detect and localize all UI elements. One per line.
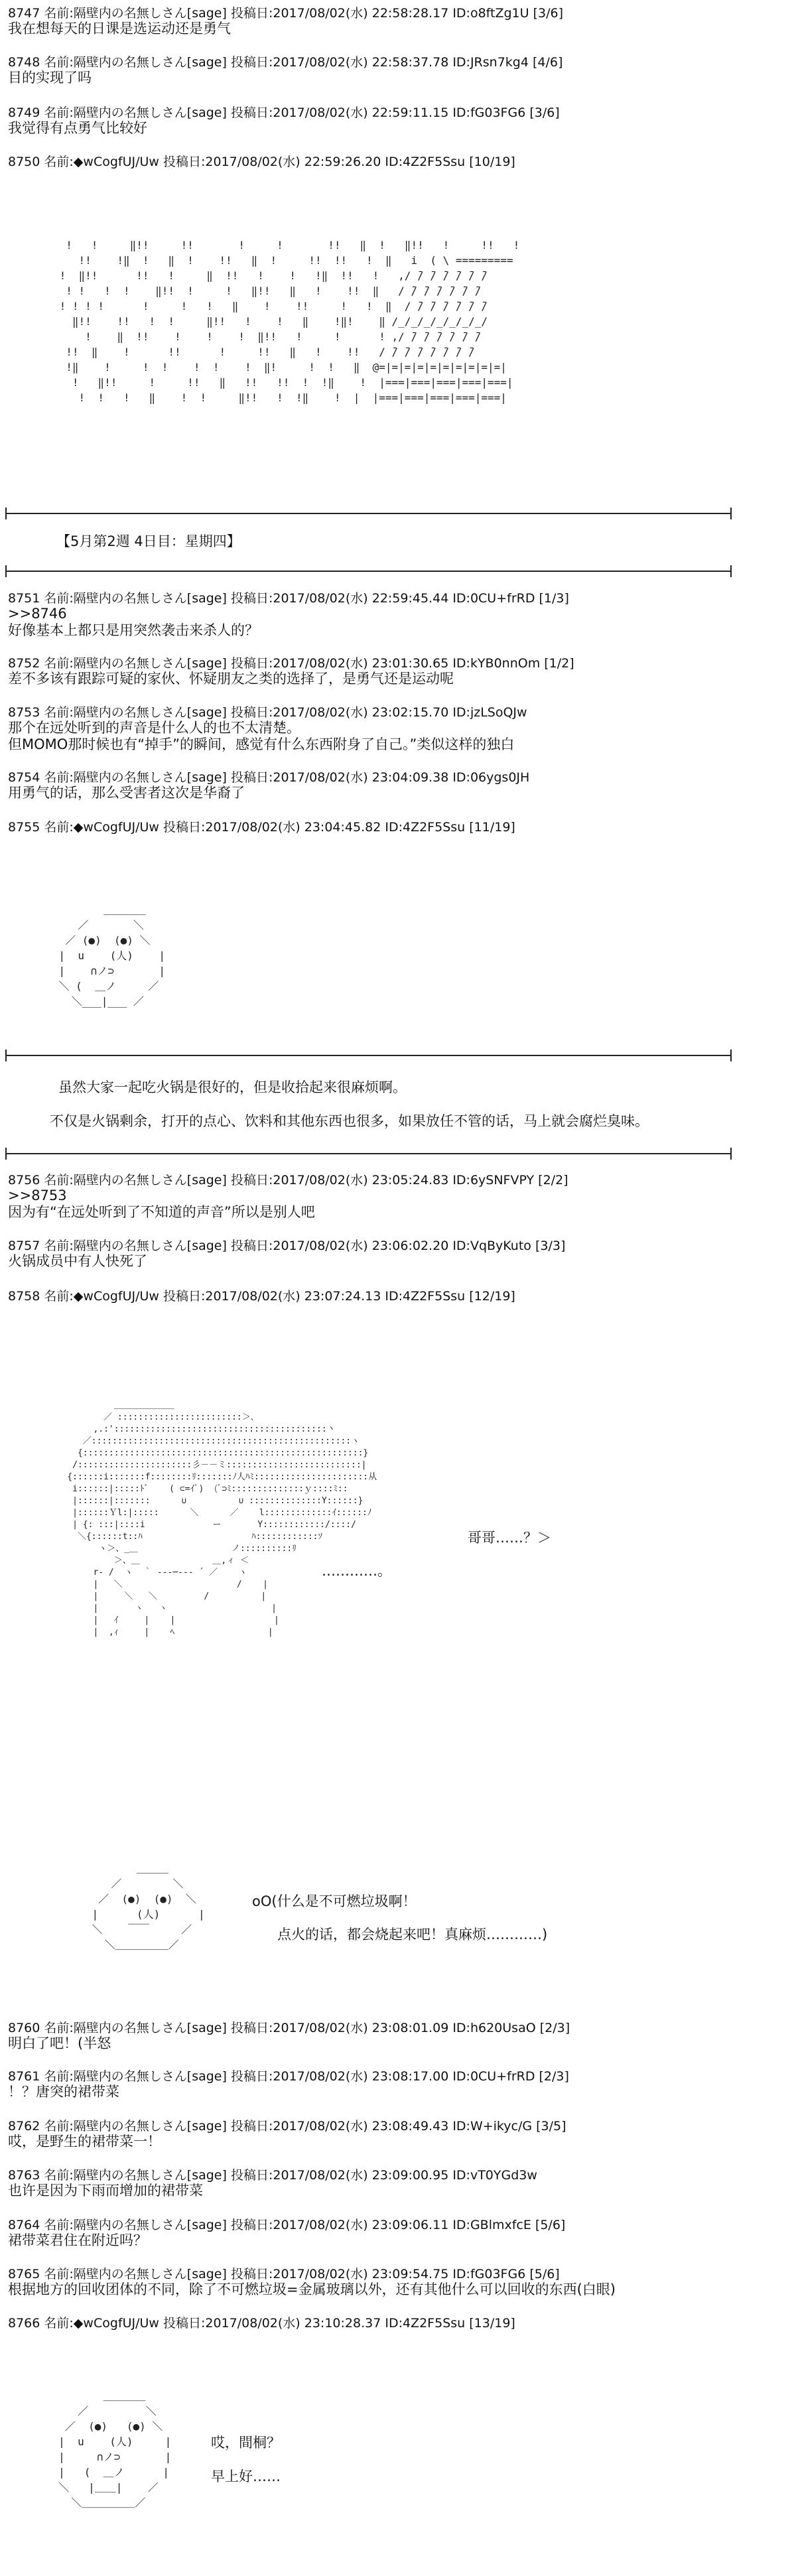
post-header-8761: 8761 名前:隔壁内の名無しさん[sage] 投稿日:2017/08/02(水) 23:08:17.00 ID:0CU+frRD [2/3]: [8, 2069, 569, 2084]
silence-dots: …………。: [322, 1563, 391, 1579]
separator-4: [5, 1153, 732, 1154]
face-ascii-art-2: ＿＿＿ ／ ＼ ／ (●) (●) ＼ | (人) | ＼ ￣￣ ／ ＼＿＿＿＿＿／: [92, 1862, 205, 1951]
post-body-8762: 哎，是野生的裙带菜一！: [8, 2134, 161, 2149]
post-header-8756: 8756 名前:隔壁内の名無しさん[sage] 投稿日:2017/08/02(水) 23:05:24.83 ID:6ySNFVPY [2/2]: [8, 1173, 568, 1187]
post-header-8764: 8764 名前:隔壁内の名無しさん[sage] 投稿日:2017/08/02(水) 23:09:06.11 ID:GBlmxfcE [5/6]: [8, 2218, 566, 2232]
post-header-8758: 8758 名前:◆wCogfUJ/Uw 投稿日:2017/08/02(水) 23:07:24.13 ID:4Z2F5Ssu [12/19]: [8, 1289, 515, 1304]
separator-1: [5, 513, 732, 514]
post-header-8749: 8749 名前:隔壁内の名無しさん[sage] 投稿日:2017/08/02(水) 22:59:11.15 ID:fG03FG6 [3/6]: [8, 105, 560, 120]
post-header-8755: 8755 名前:◆wCogfUJ/Uw 投稿日:2017/08/02(水) 23:04:45.82 ID:4Z2F5Ssu [11/19]: [8, 820, 515, 835]
post-body-8763: 也许是因为下雨而增加的裙带菜: [8, 2183, 203, 2199]
post-header-8762: 8762 名前:隔壁内の名無しさん[sage] 投稿日:2017/08/02(水) 23:08:49.43 ID:W+ikyc/G [3/5]: [8, 2119, 566, 2134]
post-body-8748: 目的实现了吗: [8, 70, 92, 86]
date-label: 【5月第2週 4日目：星期四】: [56, 533, 241, 549]
separator-2: [5, 571, 732, 572]
post-header-8763: 8763 名前:隔壁内の名無しさん[sage] 投稿日:2017/08/02(水) 23:09:00.95 ID:vT0YGd3w: [8, 2168, 537, 2183]
hello-line-2: 早上好……: [211, 2469, 281, 2484]
character-ascii-art: ＿＿＿＿＿＿＿ ／ ::::::::::::::::::::::::＞､ ,.:':::::::::::::::::::::::::::::::::::::::::丶 ／::::::::::::::::::::::::::::::::::::::::::::::::::ヽ {::::::::::::::::::::::::::::::::::::::::::::::::::::::} /::::::::::::::::::::::彡－－ミ::::::::::::::::::::::::::| {::::::i:::::::f::::::::ﾘ:::::::ﾉ人ﾊﾐ::::::::::::::::::::::从 i::::::|:::::ﾄﾞ ( ⊂=ｲﾟ) (ﾞ⊃ﾐ::::::::::::::ｙ::::ﾐ:: |::::::|::::::: ∪ ∪ ::::::::::::::Y::::::} |::::::Ｙl:|::::: ＼ ／ l:::::::::::::ｲ::::::ﾉ | {: :::|::::i ー Y::::::::::::/::::/ ＼{::::::t::ﾊ ﾊ::::::::::::ｿ ヽ＞、_＿ ノ::::::::::ﾘ ＞、＿ ＿,ィ ＜ r‐ / ヽ ｀ ‐-‐─--‐ ´ ／ ヽ | ＼ / | | ＼ ＼ / | | ヽ ヽ | | ｲ | | | | ,ｨ | ﾍ |: [67, 1400, 377, 1637]
hello-line-1: 哎，間桐？: [211, 2435, 281, 2451]
thought-line-2: 点火的话，都会烧起来吧！真麻烦…………): [277, 1927, 548, 1942]
rain-ascii-art: ! ! ‖!! !! ! ! !! ‖ ! ‖!! ! !! ! !! !‖ ! ‖ ! !! ‖ ! !! !! ! ‖ i ( \ ========= ! ‖!! !! ! ‖ !! ! ! !‖ !! ! ,/ ̄/ ̄/ ̄/ ̄/ ̄/ ̄/ ! ! ! ! ‖!! ! ! ‖!! ‖ ! !! ‖ / ̄/ ̄/ ̄/ ̄/ ̄/ ̄/ ! ! ! ! ! ! ! ‖ ! !! ! ! ‖ / ̄/ ̄/ ̄/ ̄/ ̄/ ̄/ ‖!! !! ! ! ‖!! ! ! ‖ !‖! ‖ /_/_/_/_/_/_/_/ ! ‖ !! ! ! ! ‖!! ! ! ! ,/ ̄/ ̄/ ̄/ ̄/ ̄/ ̄/ !! ‖ ! !! ! !! ‖ ! !! / ̄/ ̄/ ̄/ ̄/ ̄/ ̄/ ̄/ !‖ ! ! ! ! ! ! ‖! ! ! ‖ @=|=|=|=|=|=|=|=|=|=| ! ‖!! ! !! ‖ !! !! ! !‖ ! |===|===|===|===|===| ! ! ! ‖ ! ! ‖!! ! !‖ ! | |===|===|===|===|===|: [59, 239, 520, 404]
post-header-8760: 8760 名前:隔壁内の名無しさん[sage] 投稿日:2017/08/02(水) 23:08:01.09 ID:h620UsaO [2/3]: [8, 2021, 570, 2035]
brother-speech: 哥哥……？＞: [468, 1530, 551, 1546]
post-body-8765: 根据地方的回收团体的不同，除了不可燃垃圾=金属玻璃以外，还有其他什么可以回收的东西(白眼): [8, 2281, 616, 2297]
post-body-8747: 我在想每天的日课是选运动还是勇气: [8, 21, 231, 36]
post-header-8752: 8752 名前:隔壁内の名無しさん[sage] 投稿日:2017/08/02(水) 23:01:30.65 ID:kYB0nnOm [1/2]: [8, 656, 574, 671]
post-header-8765: 8765 名前:隔壁内の名無しさん[sage] 投稿日:2017/08/02(水) 23:09:54.75 ID:fG03FG6 [5/6]: [8, 2267, 560, 2281]
hotpot-line-1: 虽然大家一起吃火锅是很好的，但是收拾起来很麻烦啊。: [58, 1079, 407, 1095]
post-body-8757: 火锅成员中有人快死了: [8, 1253, 147, 1269]
post-body-8764: 裙带菜君住在附近吗？: [8, 2232, 147, 2248]
post-body-8756: 因为有“在远处听到了不知道的声音”所以是别人吧: [8, 1204, 315, 1220]
post-body-8753-a: 那个在远处听到的声音是什么人的也不太清楚。: [8, 720, 300, 736]
separator-3: [5, 1055, 732, 1056]
post-header-8750: 8750 名前:◆wCogfUJ/Uw 投稿日:2017/08/02(水) 22:59:26.20 ID:4Z2F5Ssu [10/19]: [8, 155, 515, 169]
post-body-8754: 用勇气的话，那么受害者这次是华裔了: [8, 785, 245, 801]
post-body-8761: ！？唐突的裙带菜: [8, 2084, 119, 2100]
post-header-8753: 8753 名前:隔壁内の名無しさん[sage] 投稿日:2017/08/02(水) 23:02:15.70 ID:jzLSoQJw: [8, 705, 527, 720]
post-body-8751-quote[interactable]: >>8746: [8, 606, 67, 622]
face-ascii-art-3: ＿＿＿＿ ／ ＼ ／ (●) (●) ＼ | u (人) | | ∩ノ⊃ | | ( ＿ノ | ＼ |＿＿| ／ ＼＿＿＿＿＿／: [58, 2390, 172, 2509]
thought-line-1: oO(什么是不可燃垃圾啊！: [252, 1893, 417, 1909]
post-body-8753-b: 但MOMO那时候也有“掉手”的瞬间，感觉有什么东西附身了自己。”类似这样的独白: [8, 736, 515, 752]
post-header-8747: 8747 名前:隔壁内の名無しさん[sage] 投稿日:2017/08/02(水) 22:58:28.17 ID:o8ftZg1U [3/6]: [8, 6, 563, 21]
post-body-8749: 我觉得有点勇气比较好: [8, 120, 147, 136]
post-header-8757: 8757 名前:隔壁内の名無しさん[sage] 投稿日:2017/08/02(水) 23:06:02.20 ID:VqByKuto [3/3]: [8, 1239, 566, 1253]
post-body-8760: 明白了吧！(半怒: [8, 2035, 111, 2051]
post-body-8756-quote[interactable]: >>8753: [8, 1187, 67, 1203]
hotpot-line-2: 不仅是火锅剩余，打开的点心、饮料和其他东西也很多，如果放任不管的话，马上就会腐烂臭味。: [50, 1113, 649, 1129]
post-header-8766: 8766 名前:◆wCogfUJ/Uw 投稿日:2017/08/02(水) 23:10:28.37 ID:4Z2F5Ssu [13/19]: [8, 2316, 515, 2331]
post-body-8752: 差不多该有跟踪可疑的家伙、怀疑朋友之类的选择了，是勇气还是运动呢: [8, 671, 454, 687]
post-header-8748: 8748 名前:隔壁内の名無しさん[sage] 投稿日:2017/08/02(水) 22:58:37.78 ID:JRsn7kg4 [4/6]: [8, 55, 563, 70]
post-header-8751: 8751 名前:隔壁内の名無しさん[sage] 投稿日:2017/08/02(水) 22:59:45.44 ID:0CU+frRD [1/3]: [8, 591, 569, 606]
post-body-8751: 好像基本上都只是用突然袭击来杀人的？: [8, 622, 259, 638]
face-ascii-art-1: ＿＿＿＿ ／ ＼ ／ (●) (●) ＼ | u (人) | | ∩ノ⊃ | ＼ ( ＿ノ ／ ＼___|___ ／: [58, 904, 166, 1008]
post-header-8754: 8754 名前:隔壁内の名無しさん[sage] 投稿日:2017/08/02(水) 23:04:09.38 ID:06ygs0JH: [8, 770, 530, 785]
